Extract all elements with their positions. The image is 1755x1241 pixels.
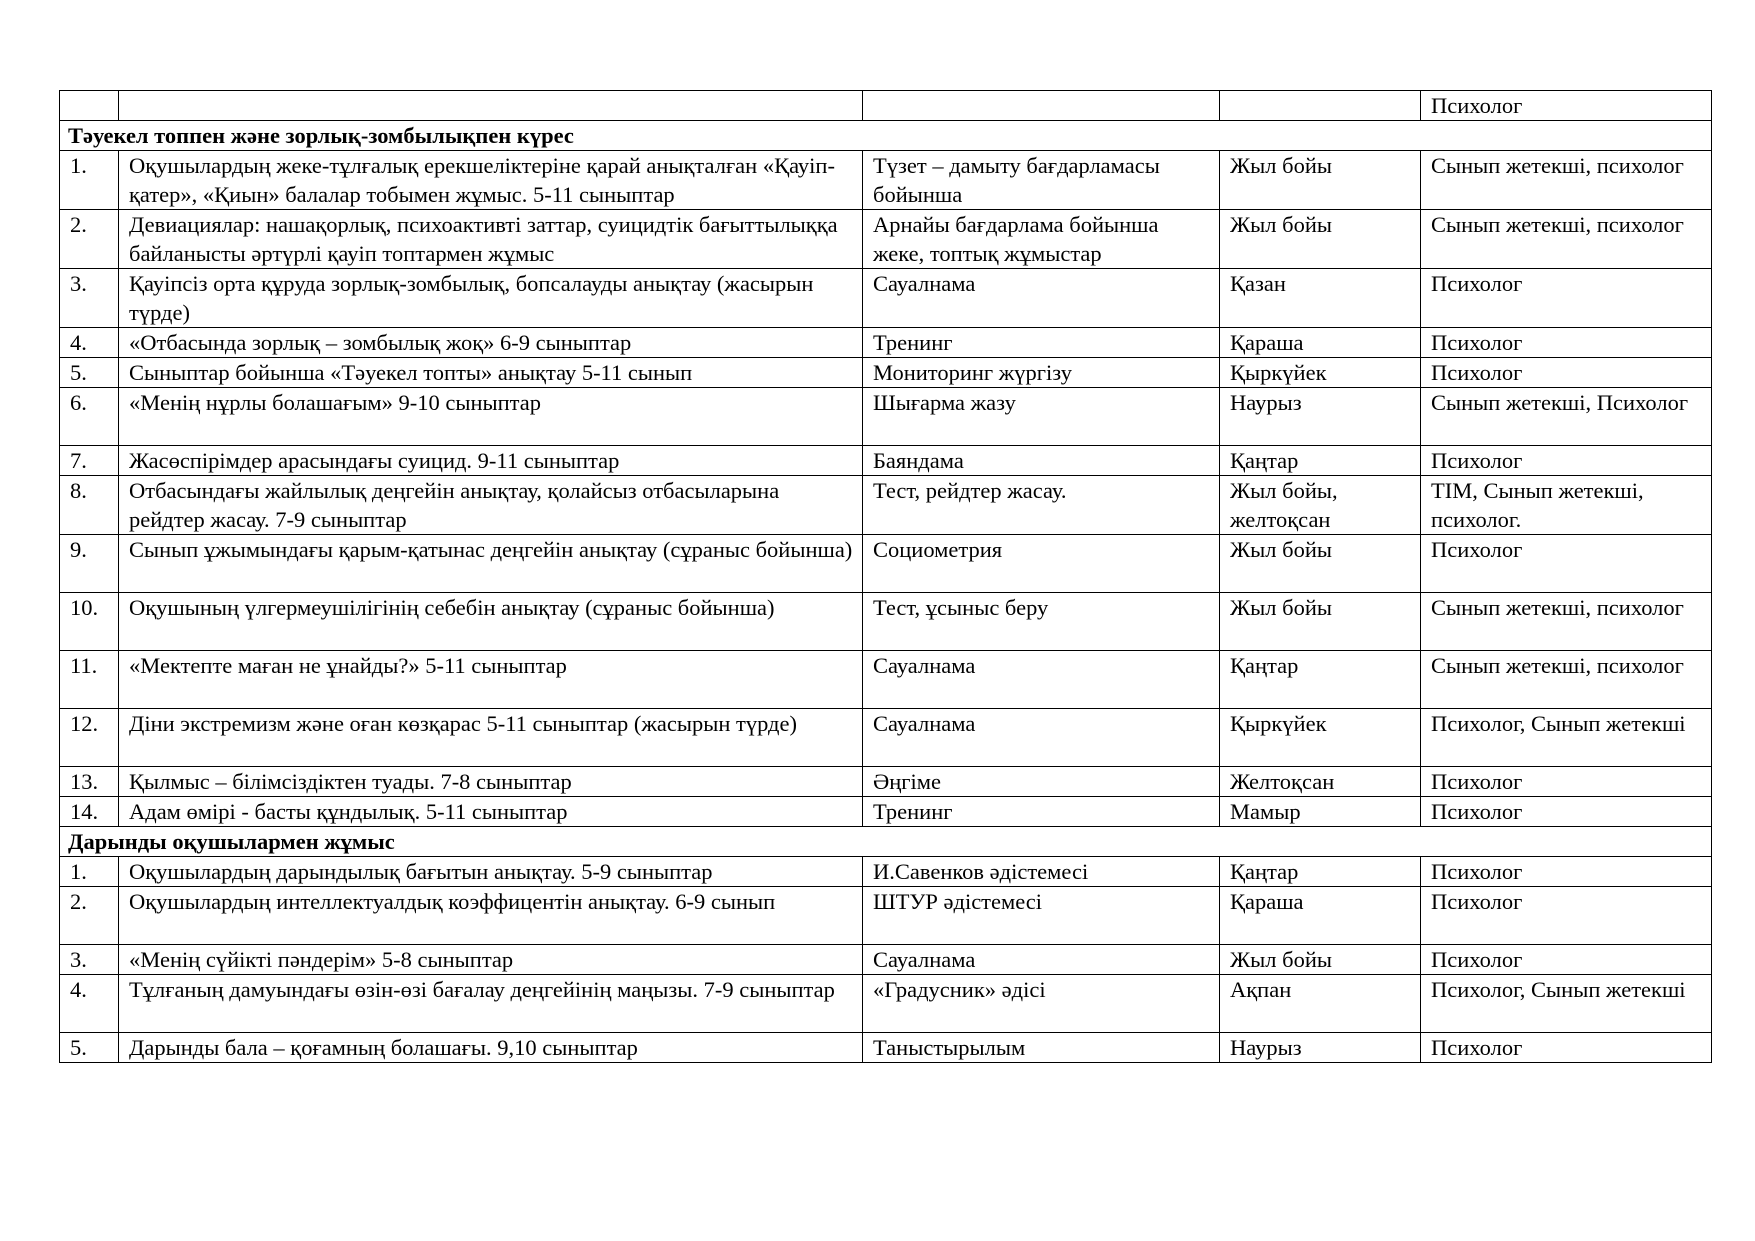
plan-table-body	[60, 91, 1712, 1063]
row-number: 11.	[60, 651, 119, 709]
row-number: 8.	[60, 476, 119, 535]
activity-cell: Діни экстремизм және оған көзқарас 5-11 сыныптар (жасырын түрде)	[119, 709, 863, 767]
responsible-cell: Психолог, Сынып жетекші	[1421, 975, 1712, 1033]
time-cell: Қараша	[1220, 328, 1421, 358]
time-cell	[1220, 91, 1421, 121]
activity-cell: Оқушылардың дарындылық бағытын анықтау. 5-9 сыныптар	[119, 857, 863, 887]
table-row	[60, 91, 1712, 121]
table-row	[60, 975, 1712, 1033]
form-cell: Әңгіме	[863, 767, 1220, 797]
activity-cell: «Менің нұрлы болашағым» 9-10 сыныптар	[119, 388, 863, 446]
table-row	[60, 887, 1712, 945]
responsible-cell: Сынып жетекші, психолог	[1421, 651, 1712, 709]
row-number: 7.	[60, 446, 119, 476]
form-cell	[863, 91, 1220, 121]
time-cell: Жыл бойы	[1220, 945, 1421, 975]
time-cell: Жыл бойы	[1220, 151, 1421, 210]
time-cell: Қазан	[1220, 269, 1421, 328]
form-cell: Тренинг	[863, 328, 1220, 358]
time-cell: Қаңтар	[1220, 446, 1421, 476]
form-cell: И.Савенков әдістемесі	[863, 857, 1220, 887]
table-row	[60, 1033, 1712, 1063]
form-cell: Баяндама	[863, 446, 1220, 476]
table-row	[60, 651, 1712, 709]
time-cell: Жыл бойы	[1220, 593, 1421, 651]
row-number: 2.	[60, 887, 119, 945]
responsible-cell: Психолог	[1421, 857, 1712, 887]
form-cell: Сауалнама	[863, 709, 1220, 767]
responsible-cell: Сынып жетекші, Психолог	[1421, 388, 1712, 446]
time-cell: Жыл бойы, желтоқсан	[1220, 476, 1421, 535]
row-number: 1.	[60, 151, 119, 210]
row-number: 3.	[60, 945, 119, 975]
plan-table	[59, 90, 1712, 1063]
form-cell: Сауалнама	[863, 651, 1220, 709]
section-title: Тәуекел топпен және зорлық-зомбылықпен күрес	[60, 121, 1712, 151]
row-number: 5.	[60, 358, 119, 388]
row-number: 5.	[60, 1033, 119, 1063]
table-row	[60, 535, 1712, 593]
form-cell: Шығарма жазу	[863, 388, 1220, 446]
form-cell: Тренинг	[863, 797, 1220, 827]
table-row	[60, 857, 1712, 887]
table-row	[60, 476, 1712, 535]
form-cell: Мониторинг жүргізу	[863, 358, 1220, 388]
table-row	[60, 446, 1712, 476]
form-cell: Таныстырылым	[863, 1033, 1220, 1063]
table-row	[60, 269, 1712, 328]
time-cell: Ақпан	[1220, 975, 1421, 1033]
row-number: 3.	[60, 269, 119, 328]
responsible-cell: Сынып жетекші, психолог	[1421, 593, 1712, 651]
row-number: 4.	[60, 975, 119, 1033]
time-cell: Мамыр	[1220, 797, 1421, 827]
responsible-cell: Психолог, Сынып жетекші	[1421, 709, 1712, 767]
table-row	[60, 151, 1712, 210]
responsible-cell: Психолог	[1421, 446, 1712, 476]
time-cell: Жыл бойы	[1220, 210, 1421, 269]
time-cell: Қаңтар	[1220, 651, 1421, 709]
table-row	[60, 797, 1712, 827]
responsible-cell: Психолог	[1421, 767, 1712, 797]
activity-cell: Девиациялар: нашақорлық, психоактивті заттар, суицидтік бағыттылыққа байланысты әртүрлі қауіп топтармен жұмыс	[119, 210, 863, 269]
time-cell: Қараша	[1220, 887, 1421, 945]
row-number: 12.	[60, 709, 119, 767]
activity-cell: Адам өмірі - басты құндылық. 5-11 сыныптар	[119, 797, 863, 827]
form-cell: ШТУР әдістемесі	[863, 887, 1220, 945]
row-number: 10.	[60, 593, 119, 651]
form-cell: «Градусник» әдісі	[863, 975, 1220, 1033]
time-cell: Қыркүйек	[1220, 709, 1421, 767]
activity-cell: Дарынды бала – қоғамның болашағы. 9,10 сыныптар	[119, 1033, 863, 1063]
form-cell: Тест, рейдтер жасау.	[863, 476, 1220, 535]
activity-cell: «Мектепте маған не ұнайды?» 5-11 сыныптар	[119, 651, 863, 709]
table-row	[60, 358, 1712, 388]
activity-cell: Отбасындағы жайлылық деңгейін анықтау, қолайсыз отбасыларына рейдтер жасау. 7-9 сыныптар	[119, 476, 863, 535]
section-header-row	[60, 121, 1712, 151]
table-row	[60, 328, 1712, 358]
form-cell: Тест, ұсыныс беру	[863, 593, 1220, 651]
responsible-cell: Психолог	[1421, 945, 1712, 975]
table-row	[60, 593, 1712, 651]
row-number: 2.	[60, 210, 119, 269]
table-row	[60, 210, 1712, 269]
time-cell: Қаңтар	[1220, 857, 1421, 887]
responsible-cell: Сынып жетекші, психолог	[1421, 151, 1712, 210]
section-title: Дарынды оқушылармен жұмыс	[60, 827, 1712, 857]
row-number: 9.	[60, 535, 119, 593]
activity-cell: Жасөспірімдер арасындағы суицид. 9-11 сыныптар	[119, 446, 863, 476]
responsible-cell: Психолог	[1421, 887, 1712, 945]
activity-cell: «Отбасында зорлық – зомбылық жоқ» 6-9 сыныптар	[119, 328, 863, 358]
activity-cell: Қауіпсіз орта құруда зорлық-зомбылық, бопсалауды анықтау (жасырын түрде)	[119, 269, 863, 328]
form-cell: Сауалнама	[863, 269, 1220, 328]
responsible-cell: Психолог	[1421, 328, 1712, 358]
responsible-cell: Психолог	[1421, 269, 1712, 328]
row-number: 13.	[60, 767, 119, 797]
time-cell: Қыркүйек	[1220, 358, 1421, 388]
responsible-cell: Психолог	[1421, 91, 1712, 121]
time-cell: Наурыз	[1220, 1033, 1421, 1063]
row-number: 14.	[60, 797, 119, 827]
form-cell: Арнайы бағдарлама бойынша жеке, топтық жұмыстар	[863, 210, 1220, 269]
row-number: 1.	[60, 857, 119, 887]
responsible-cell: Психолог	[1421, 535, 1712, 593]
table-row	[60, 709, 1712, 767]
form-cell: Түзет – дамыту бағдарламасы бойынша	[863, 151, 1220, 210]
responsible-cell: Психолог	[1421, 358, 1712, 388]
time-cell: Жыл бойы	[1220, 535, 1421, 593]
time-cell: Наурыз	[1220, 388, 1421, 446]
section-header-row	[60, 827, 1712, 857]
form-cell: Сауалнама	[863, 945, 1220, 975]
activity-cell: Сынып ұжымындағы қарым-қатынас деңгейін анықтау (сұраныс бойынша)	[119, 535, 863, 593]
responsible-cell: Психолог	[1421, 1033, 1712, 1063]
activity-cell: Оқушылардың интеллектуалдық коэффицентін анықтау. 6-9 сынып	[119, 887, 863, 945]
activity-cell: Оқушының үлгермеушілігінің себебін анықтау (сұраныс бойынша)	[119, 593, 863, 651]
responsible-cell: Психолог	[1421, 797, 1712, 827]
responsible-cell: Сынып жетекші, психолог	[1421, 210, 1712, 269]
row-number: 4.	[60, 328, 119, 358]
row-number: 6.	[60, 388, 119, 446]
activity-cell: Тұлғаның дамуындағы өзін-өзі бағалау деңгейінің маңызы. 7-9 сыныптар	[119, 975, 863, 1033]
activity-cell: Қылмыс – білімсіздіктен туады. 7-8 сыныптар	[119, 767, 863, 797]
row-number	[60, 91, 119, 121]
table-row	[60, 388, 1712, 446]
activity-cell: Сыныптар бойынша «Тәуекел топты» анықтау 5-11 сынып	[119, 358, 863, 388]
form-cell: Социометрия	[863, 535, 1220, 593]
activity-cell: «Менің сүйікті пәндерім» 5-8 сыныптар	[119, 945, 863, 975]
time-cell: Желтоқсан	[1220, 767, 1421, 797]
activity-cell: Оқушылардың жеке-тұлғалық ерекшеліктеріне қарай анықталған «Қауіп-қатер», «Қиын» балалар тобымен жұмыс. 5-11 сыныптар	[119, 151, 863, 210]
table-row	[60, 945, 1712, 975]
table-row	[60, 767, 1712, 797]
activity-cell	[119, 91, 863, 121]
responsible-cell: ТІМ, Сынып жетекші, психолог.	[1421, 476, 1712, 535]
